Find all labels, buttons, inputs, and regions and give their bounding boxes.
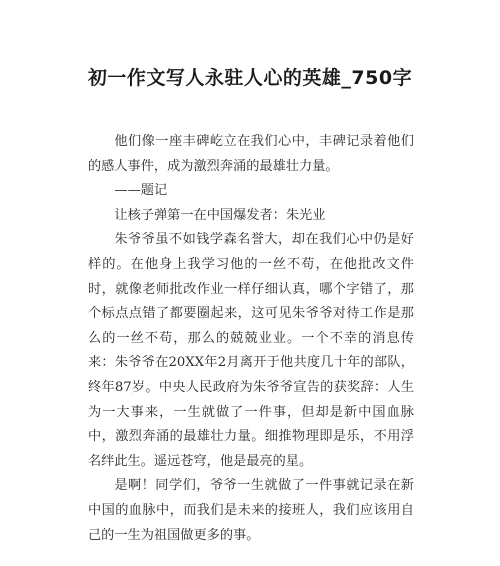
paragraph-main: 朱爷爷虽不如钱学森名誉大，却在我们心中仍是好样的。在他身上我学习他的一丝不苟，在他批改文件时，就像老师批改作业一样仔细认真，哪个字错了，那个标点点错了都要圈起来，这可见朱爷爷对待工作是那么的一丝不苟，那么的兢兢业业。一个不幸的消息传来：朱爷爷在20XX年2月离开于他共度几十年的部队，终年87岁。中央人民政府为朱爷爷宣告的获奖辞：人生为一大事来，一生就做了一件事，但却是新中国血脉中，激烈奔涌的最雄壮力量。细推物理即是乐，不用浮名绊此生。遥远苍穹，他是最亮的星。 bbox=[88, 232, 414, 469]
paragraph-epigraph-note: ——题记 bbox=[114, 183, 168, 199]
paragraph-conclusion: 是啊！同学们，爷爷一生就做了一件事就记录在新中国的血脉中，而我们是未来的接班人，我们应该用自己的一生为祖国做更多的事。 bbox=[88, 478, 414, 543]
document-body bbox=[88, 130, 414, 548]
document-title: 初一作文写人永驻人心的英雄_750字 bbox=[87, 67, 413, 89]
paragraph-intro: 他们像一座丰碑屹立在我们心中，丰碑记录着他们的感人事件，成为激烈奔涌的最雄壮力量。 bbox=[88, 134, 414, 174]
paragraph-subject-heading: 让核子弹第一在中国爆发者：朱光业 bbox=[114, 207, 326, 223]
